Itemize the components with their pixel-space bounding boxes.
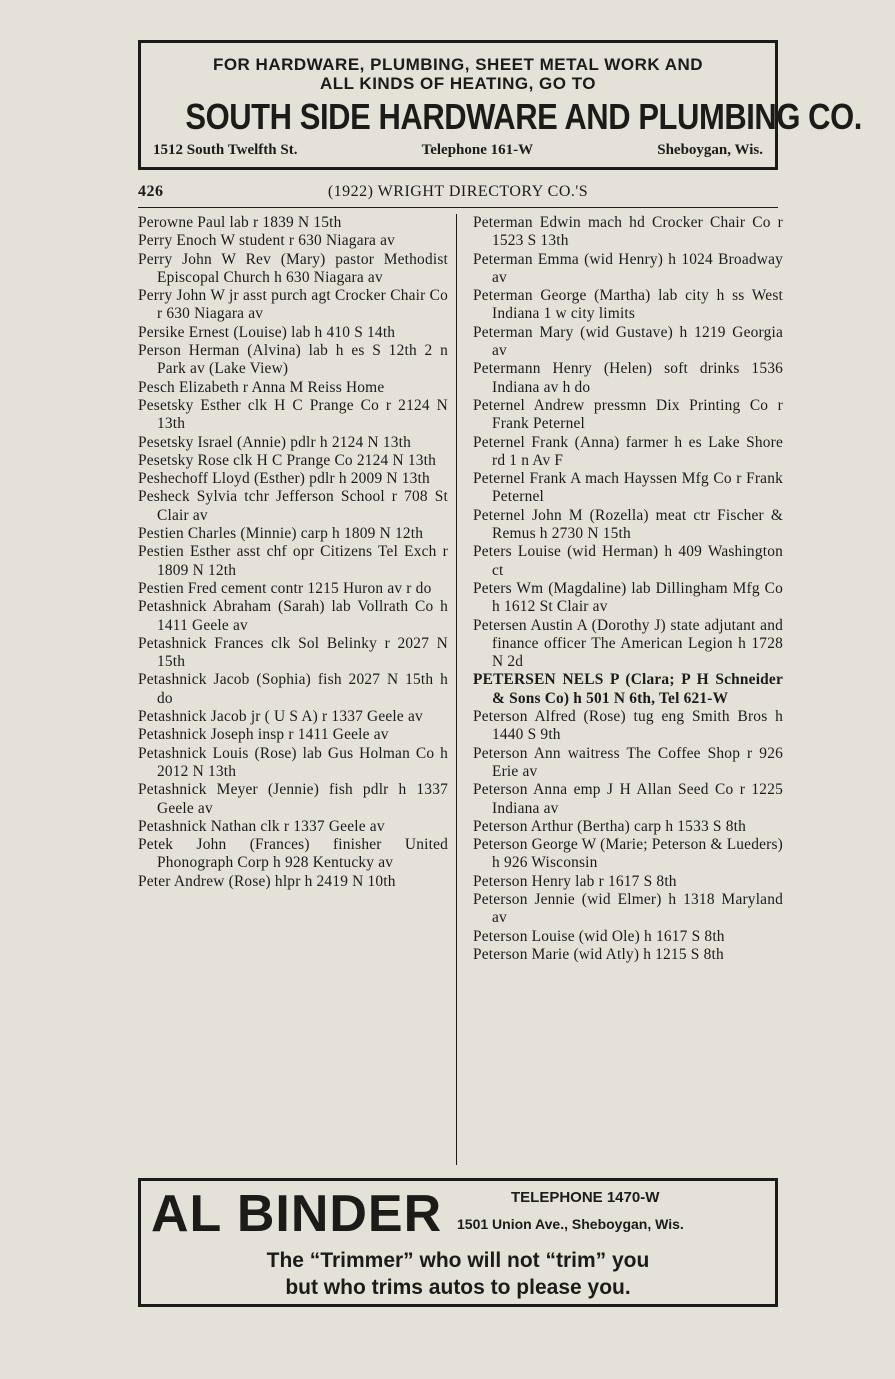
directory-entry: Perry John W jr asst purch agt Crocker Chair Co r 630 Niagara av [138,287,448,323]
directory-entry: Peternel Frank (Anna) farmer h es Lake Shore rd 1 n Av F [473,433,783,469]
ad-top-city: Sheboygan, Wis. [657,142,763,158]
directory-entry: Peterman Emma (wid Henry) h 1024 Broadway av [473,250,783,286]
directory-entry: Peterson Henry lab r 1617 S 8th [473,872,677,890]
ad-top-telephone: Telephone 161-W [421,142,534,158]
directory-entry: Peters Louise (wid Herman) h 409 Washington ct [473,543,783,579]
directory-entry: Perowne Paul lab r 1839 N 15th [138,214,342,231]
directory-entry: Petashnick Jacob (Sophia) fish 2027 N 15th h do [138,671,448,707]
directory-entry: Perry John W Rev (Mary) pastor Methodist Episcopal Church h 630 Niagara av [138,250,448,286]
ad-top-line1: FOR HARDWARE, PLUMBING, SHEET METAL WORK AND [212,55,704,74]
directory-entry: PETERSEN NELS P (Clara; P H Schneider & Sons Co) h 501 N 6th, Tel 621-W [473,671,783,707]
directory-entry: Peterman George (Martha) lab city h ss West Indiana 1 w city limits [473,287,783,323]
column-divider [456,214,457,1165]
directory-entry: Peternel Andrew pressmn Dix Printing Co r Frank Peternel [473,396,783,433]
ad-bottom-business-name: AL BINDER [151,1185,443,1243]
ad-bottom-address: 1501 Union Ave., Sheboygan, Wis. [457,1216,684,1232]
directory-entry: Pestien Esther asst chf opr Citizens Tel Exch r 1809 N 12th [138,543,448,579]
directory-entry: Petashnick Jacob jr ( U S A) r 1337 Geele av [138,708,423,726]
directory-entry: Petek John (Frances) finisher United Phonograph Corp h 928 Kentucky av [138,836,448,872]
directory-entry: Petermann Henry (Helen) soft drinks 1536 Indiana av h do [473,360,783,396]
directory-entry: Peterman Edwin mach hd Crocker Chair Co r 1523 S 13th [473,214,783,250]
ad-bottom-slogan-line1: The “Trimmer” who will not “trim” you [266,1249,650,1272]
directory-entry: Petersen Austin A (Dorothy J) state adjutant and finance officer The American Legion h 1728 N 2d [473,616,783,671]
directory-entry: Peterson Alfred (Rose) tug eng Smith Bros h 1440 S 9th [473,708,783,744]
directory-entry: Pesch Elizabeth r Anna M Reiss Home [138,378,385,396]
directory-entry: Pesetsky Esther clk H C Prange Co r 2124 N 13th [138,396,448,433]
directory-entry: Peterson Louise (wid Ole) h 1617 S 8th [473,927,725,945]
directory-entry: Persike Ernest (Louise) lab h 410 S 14th [138,323,396,341]
directory-entry: Petashnick Louis (Rose) lab Gus Holman Co h 2012 N 13th [138,744,448,780]
directory-entry: Pesheck Sylvia tchr Jefferson School r 708 St Clair av [138,488,448,524]
ad-bottom-slogan-line2: but who trims autos to please you. [285,1276,631,1299]
directory-entry: Peshechoff Lloyd (Esther) pdlr h 2009 N 13th [138,470,430,488]
directory-entry: Petashnick Joseph insp r 1411 Geele av [138,726,389,744]
directory-entry: Peterson George W (Marie; Peterson & Lueders) h 926 Wisconsin [473,836,783,872]
left-column [138,214,448,891]
ad-bottom-telephone: TELEPHONE 1470-W [511,1189,660,1206]
directory-entry: Perry Enoch W student r 630 Niagara av [138,232,396,250]
directory-entry: Person Herman (Alvina) lab h es S 12th 2 n Park av (Lake View) [138,342,448,378]
right-column [473,214,783,964]
directory-entry: Peternel Frank A mach Hayssen Mfg Co r Frank Peternel [473,470,783,506]
page-header [138,183,778,208]
directory-entry: Peterman Mary (wid Gustave) h 1219 Georgia av [473,323,783,360]
page-number: 426 [138,183,164,200]
directory-entry: Pestien Fred cement contr 1215 Huron av r do [138,579,432,597]
directory-entry: Peterson Marie (wid Atly) h 1215 S 8th [473,945,724,963]
hardware-advertisement [138,40,862,170]
directory-entry: Petashnick Frances clk Sol Belinky r 2027 N 15th [138,634,448,671]
ad-bottom-slogan [141,1247,775,1301]
binder-advertisement [138,1178,778,1307]
directory-entry: Peterson Jennie (wid Elmer) h 1318 Maryland av [473,890,783,927]
ad-top-address: 1512 South Twelfth St. [153,142,298,158]
ad-top-contact-row [153,142,763,159]
directory-entry: Petashnick Meyer (Jennie) fish pdlr h 1337 Geele av [138,781,448,817]
directory-entry: Peternel John M (Rozella) meat ctr Fischer & Remus h 2730 N 15th [473,506,783,543]
directory-entry: Petashnick Abraham (Sarah) lab Vollrath Co h 1411 Geele av [138,598,448,634]
page-title: (1922) WRIGHT DIRECTORY CO.'S [327,183,589,200]
ad-top-line2: ALL KINDS OF HEATING, GO TO [319,74,597,93]
directory-entry: Peterson Arthur (Bertha) carp h 1533 S 8th [473,817,746,835]
directory-entry: Pesetsky Rose clk H C Prange Co 2124 N 13th [138,451,437,469]
ad-top-business-name: SOUTH SIDE HARDWARE AND PLUMBING CO. [185,96,862,137]
directory-entry: Peterson Anna emp J H Allan Seed Co r 1225 Indiana av [473,781,783,817]
directory-entry: Peter Andrew (Rose) hlpr h 2419 N 10th [138,872,396,890]
directory-entry: Petashnick Nathan clk r 1337 Geele av [138,817,385,835]
directory-entry: Peters Wm (Magdaline) lab Dillingham Mfg Co h 1612 St Clair av [473,579,783,616]
directory-entry: Peterson Ann waitress The Coffee Shop r 926 Erie av [473,744,783,780]
directory-entry: Pesetsky Israel (Annie) pdlr h 2124 N 13th [138,433,411,451]
directory-entry: Pestien Charles (Minnie) carp h 1809 N 12th [138,525,424,543]
